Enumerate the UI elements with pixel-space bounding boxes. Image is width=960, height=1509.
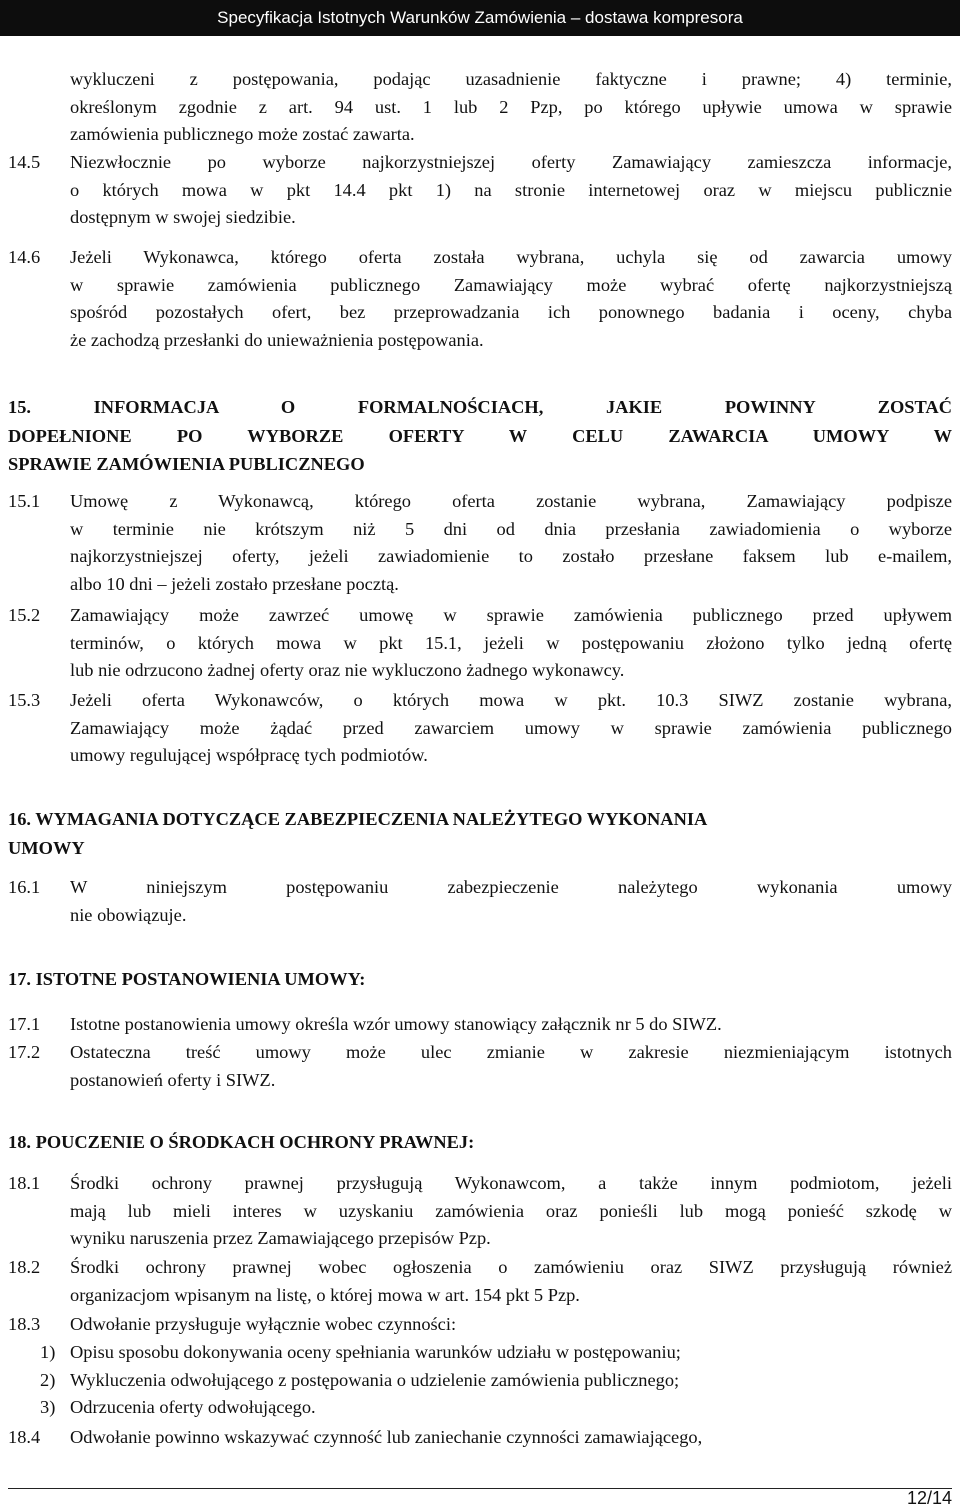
paragraph-number: 15.1 — [8, 491, 41, 511]
paragraph-line: lub nie odrzucono żadnej oferty oraz nie wykluczono żadnego wykonawcy. — [70, 660, 625, 680]
paragraph-line: Jeżeli oferta Wykonawców, o których mowa w pkt. 10.3 SIWZ zostanie wybrana, — [70, 690, 952, 710]
section-heading: 17. ISTOTNE POSTANOWIENIA UMOWY: — [8, 969, 366, 989]
paragraph-number: 15.3 — [8, 690, 41, 710]
list-item-number: 3) — [40, 1397, 56, 1417]
paragraph-number: 14.6 — [8, 247, 41, 267]
paragraph-line: Odwołanie powinno wskazywać czynność lub zaniechanie czynności zamawiającego, — [70, 1427, 703, 1447]
paragraph-line: organizacjom wpisanym na listę, o której mowa w art. 154 pkt 5 Pzp. — [70, 1284, 580, 1305]
paragraph-line: zamówienia publicznego może zostać zawarta. — [70, 124, 415, 144]
document-header: Specyfikacja Istotnych Warunków Zamówienia – dostawa kompresora — [0, 0, 960, 36]
paragraph-line: najkorzystniejszej oferty, jeżeli zawiadomienie to zostało przesłane faksem lub e-mailem, — [70, 546, 952, 566]
list-item: Wykluczenia odwołującego z postępowania o udzielenie zamówienia publicznego; — [70, 1369, 680, 1390]
paragraph-number: 17.1 — [8, 1014, 41, 1034]
paragraph-line: wyniku naruszenia przez Zamawiającego przepisów Pzp. — [70, 1228, 491, 1248]
paragraph-number: 15.2 — [8, 605, 41, 625]
paragraph-line: Odwołanie przysługuje wyłącznie wobec czynności: — [70, 1314, 457, 1334]
paragraph-number: 14.5 — [8, 152, 41, 172]
page-number: 12/14 — [906, 1488, 952, 1508]
section-heading: DOPEŁNIONE PO WYBORZE OFERTY W CELU ZAWARCIA UMOWY W — [8, 425, 952, 446]
paragraph-line: spośród pozostałych ofert, bez przeprowadzania ich ponownego badania i oceny, chyba — [70, 302, 952, 322]
paragraph-line: w terminie nie krótszym niż 5 dni od dnia przesłania zawiadomienia o wyborze — [70, 518, 952, 539]
paragraph-number: 16.1 — [8, 877, 41, 897]
paragraph-number: 18.1 — [8, 1173, 41, 1193]
list-item-number: 2) — [40, 1369, 56, 1390]
paragraph-line: W niniejszym postępowaniu zabezpieczenie należytego wykonania umowy — [70, 877, 952, 897]
footer-rule — [8, 1488, 952, 1489]
paragraph-line: postanowień oferty i SIWZ. — [70, 1069, 276, 1090]
list-item: Opisu sposobu dokonywania oceny spełniania warunków udziału w postępowaniu; — [70, 1342, 681, 1362]
paragraph-number: 18.2 — [8, 1257, 41, 1277]
paragraph-line: dostępnym w swojej siedzibie. — [70, 207, 296, 227]
paragraph-line: Jeżeli Wykonawca, którego oferta została wybrana, uchyla się od zawarcia umowy — [70, 247, 952, 267]
paragraph-line: o których mowa w pkt 14.4 pkt 1) na stronie internetowej oraz w miejscu publicznie — [70, 179, 952, 200]
paragraph-line: umowy regulującej współpracę tych podmiotów. — [70, 745, 428, 765]
paragraph-line: terminów, o których mowa w pkt 15.1, jeżeli w postępowaniu złożono tylko jedną ofertę — [70, 632, 952, 653]
paragraph-line: Zamawiający może zawrzeć umowę w sprawie zamówienia publicznego przed upływem — [70, 605, 952, 625]
paragraph-line: Umowę z Wykonawcą, którego oferta zostanie wybrana, Zamawiający podpisze — [70, 491, 952, 511]
paragraph-number: 17.2 — [8, 1042, 41, 1062]
paragraph-line: Środki ochrony prawnej wobec ogłoszenia o zamówieniu oraz SIWZ przysługują również — [70, 1257, 952, 1277]
paragraph-line: Istotne postanowienia umowy określa wzór umowy stanowiący załącznik nr 5 do SIWZ. — [70, 1014, 722, 1034]
paragraph-line: wykluczeni z postępowania, podając uzasadnienie faktyczne i prawne; 4) terminie, — [70, 69, 952, 89]
section-heading: 15. INFORMACJA O FORMALNOŚCIACH, JAKIE POWINNY ZOSTAĆ — [8, 397, 952, 417]
paragraph-line: Zamawiający może żądać przed zawarciem umowy w sprawie zamówienia publicznego — [70, 717, 952, 738]
paragraph-line: nie obowiązuje. — [70, 904, 187, 925]
paragraph-line: Środki ochrony prawnej przysługują Wykonawcom, a także innym podmiotom, jeżeli — [70, 1173, 952, 1193]
list-item: Odrzucenia oferty odwołującego. — [70, 1397, 316, 1417]
paragraph-line: że zachodzą przesłanki do unieważnienia postępowania. — [70, 329, 484, 350]
list-item-number: 1) — [40, 1342, 56, 1362]
section-heading: UMOWY — [8, 837, 85, 858]
paragraph-line: Ostateczna treść umowy może ulec zmianie w zakresie niezmieniającym istotnych — [70, 1042, 952, 1062]
paragraph-line: Niezwłocznie po wyborze najkorzystniejszej oferty Zamawiający zamieszcza informacje, — [70, 152, 952, 172]
paragraph-line: określonym zgodnie z art. 94 ust. 1 lub 2 Pzp, po którego upływie umowa w sprawie — [70, 96, 952, 117]
paragraph-number: 18.3 — [8, 1314, 41, 1334]
paragraph-line: w sprawie zamówienia publicznego Zamawiający może wybrać ofertę najkorzystniejszą — [70, 274, 952, 295]
paragraph-line: albo 10 dni – jeżeli zostało przesłane pocztą. — [70, 573, 399, 594]
section-heading: 16. WYMAGANIA DOTYCZĄCE ZABEZPIECZENIA NALEŻYTEGO WYKONANIA — [8, 809, 708, 829]
paragraph-line: mają lub mieli interes w uzyskaniu zamówienia oraz ponieśli lub mogą ponieść szkodę w — [70, 1200, 952, 1221]
section-heading: 18. POUCZENIE O ŚRODKACH OCHRONY PRAWNEJ: — [8, 1132, 475, 1152]
section-heading: SPRAWIE ZAMÓWIENIA PUBLICZNEGO — [8, 454, 365, 474]
paragraph-number: 18.4 — [8, 1427, 41, 1447]
